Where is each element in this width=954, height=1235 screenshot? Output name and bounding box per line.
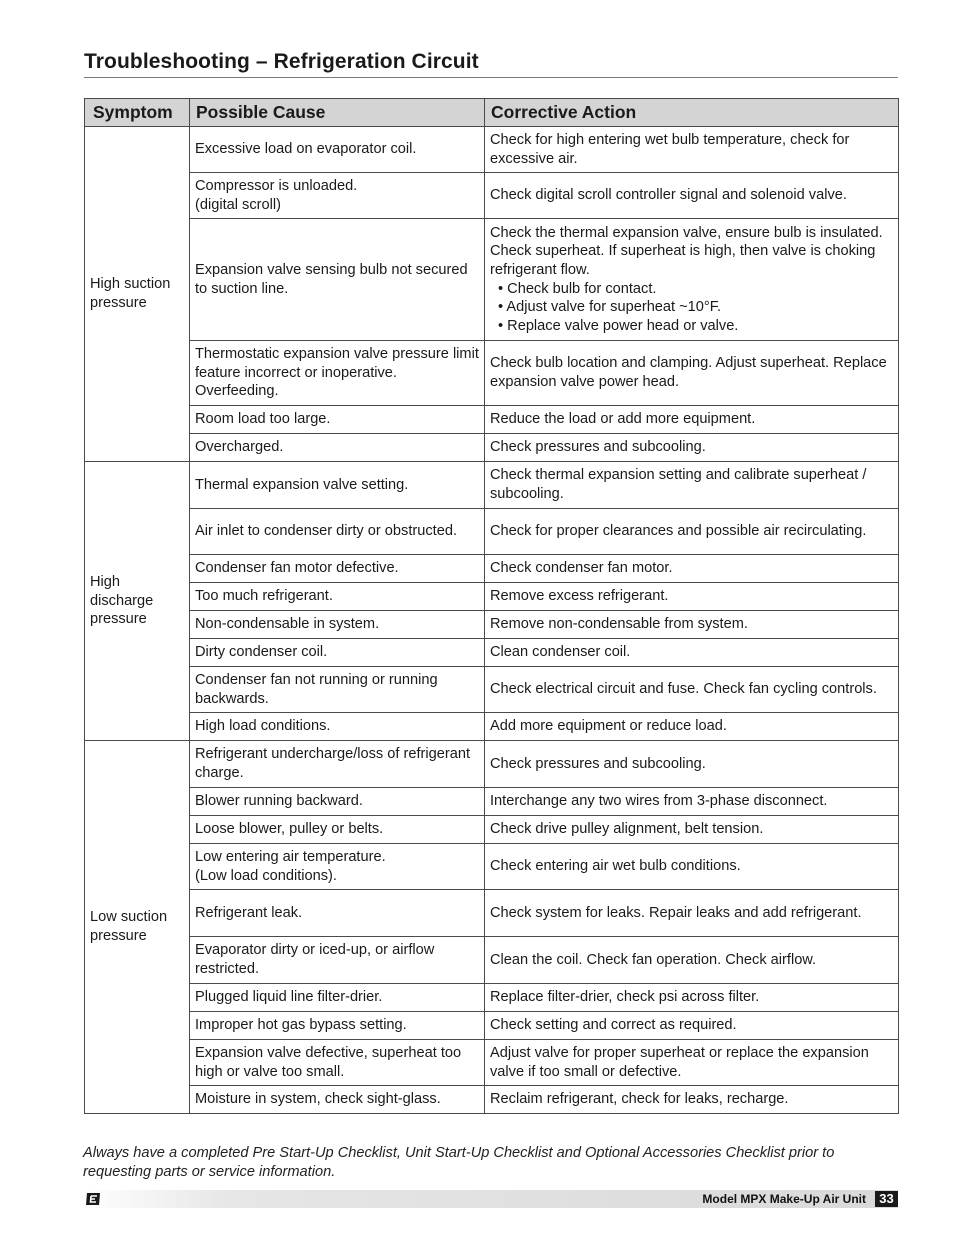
table-row xyxy=(85,406,899,434)
symptom-text: discharge xyxy=(90,592,154,609)
corrective-action-cell xyxy=(485,583,899,611)
possible-cause-cell xyxy=(190,173,485,219)
corrective-action-text: Remove excess refrigerant. xyxy=(490,588,669,605)
corrective-action-text: Check pressures and subcooling. xyxy=(490,439,706,456)
table-row xyxy=(85,611,899,639)
possible-cause-text: Condenser fan not running or running backwards. xyxy=(195,671,438,707)
possible-cause-cell xyxy=(190,1012,485,1040)
table-row xyxy=(85,639,899,667)
corrective-action-bullet: • Check bulb for contact. xyxy=(498,280,657,297)
corrective-action-cell xyxy=(485,1040,899,1086)
column-header-corrective-action: Corrective Action xyxy=(485,99,899,127)
symptom-cell xyxy=(85,462,190,741)
possible-cause-cell xyxy=(190,890,485,937)
possible-cause-text: Moisture in system, check sight-glass. xyxy=(195,1091,441,1108)
corrective-action-text: Check bulb location and clamping. Adjust superheat. Replace expansion valve power head. xyxy=(490,355,887,390)
greenheck-logo-icon xyxy=(85,1191,101,1207)
corrective-action-cell xyxy=(485,406,899,434)
possible-cause-text: High load conditions. xyxy=(195,718,331,735)
corrective-action-text: Interchange any two wires from 3-phase disconnect. xyxy=(490,793,828,810)
corrective-action-text: Reclaim refrigerant, check for leaks, recharge. xyxy=(490,1091,789,1108)
possible-cause-text: (digital scroll) xyxy=(195,196,281,213)
symptom-text: High suction xyxy=(90,276,171,293)
possible-cause-text: Evaporator dirty or iced-up, or airflow restricted. xyxy=(195,942,435,977)
possible-cause-text: Non-condensable in system. xyxy=(195,616,380,633)
corrective-action-cell xyxy=(485,462,899,509)
possible-cause-text: Excessive load on evaporator coil. xyxy=(195,141,417,158)
corrective-action-cell xyxy=(485,1086,899,1114)
troubleshooting-table xyxy=(84,98,899,1114)
table-row xyxy=(85,1086,899,1114)
corrective-action-text: Check system for leaks. Repair leaks and add refrigerant. xyxy=(490,904,862,921)
possible-cause-cell xyxy=(190,639,485,667)
corrective-action-text: Check for high entering wet bulb temperature, check for excessive air. xyxy=(490,131,850,167)
corrective-action-text: Check pressures and subcooling. xyxy=(490,755,706,772)
possible-cause-cell xyxy=(190,611,485,639)
corrective-action-text: Check the thermal expansion valve, ensure bulb is insulated. Check superheat. If superheat is high, then valve is choking refrigerant flow. xyxy=(490,224,883,278)
table-row xyxy=(85,667,899,713)
corrective-action-text: Remove non-condensable from system. xyxy=(490,616,748,633)
corrective-action-text: Check setting and correct as required. xyxy=(490,1017,737,1034)
possible-cause-text: Too much refrigerant. xyxy=(195,588,333,605)
possible-cause-cell xyxy=(190,741,485,788)
corrective-action-cell xyxy=(485,667,899,713)
possible-cause-text: Expansion valve defective, superheat too high or valve too small. xyxy=(195,1044,462,1080)
table-row xyxy=(85,788,899,816)
corrective-action-text: Check thermal expansion setting and calibrate superheat / subcooling. xyxy=(490,467,867,502)
symptom-text: Low suction xyxy=(90,909,168,926)
possible-cause-text: Dirty condenser coil. xyxy=(195,644,328,661)
possible-cause-cell xyxy=(190,219,485,341)
possible-cause-cell xyxy=(190,555,485,583)
possible-cause-text: Refrigerant undercharge/loss of refrigerant charge. xyxy=(195,746,470,781)
table-row xyxy=(85,1040,899,1086)
corrective-action-cell xyxy=(485,844,899,890)
symptom-text: High xyxy=(90,574,121,591)
corrective-action-cell xyxy=(485,741,899,788)
table-body xyxy=(85,127,899,1114)
possible-cause-cell xyxy=(190,788,485,816)
table-row xyxy=(85,984,899,1012)
possible-cause-cell xyxy=(190,844,485,890)
possible-cause-cell xyxy=(190,667,485,713)
corrective-action-cell xyxy=(485,639,899,667)
table-row xyxy=(85,844,899,890)
title-divider xyxy=(84,77,898,78)
column-header-possible-cause: Possible Cause xyxy=(190,99,485,127)
table-row xyxy=(85,127,899,173)
corrective-action-text: Clean the coil. Check fan operation. Check airflow. xyxy=(490,951,817,968)
corrective-action-cell xyxy=(485,219,899,341)
table-header-row xyxy=(85,99,899,127)
possible-cause-cell xyxy=(190,406,485,434)
corrective-action-text: Check electrical circuit and fuse. Check fan cycling controls. xyxy=(490,681,877,698)
corrective-action-text: Check entering air wet bulb conditions. xyxy=(490,858,741,875)
possible-cause-text: Thermostatic expansion valve pressure limit feature incorrect or inoperative. Overfeeding. xyxy=(195,346,479,400)
possible-cause-text: Thermal expansion valve setting. xyxy=(195,476,409,493)
corrective-action-text: Check condenser fan motor. xyxy=(490,560,673,577)
possible-cause-text: Condenser fan motor defective. xyxy=(195,560,399,577)
corrective-action-text: Check for proper clearances and possible air recirculating. xyxy=(490,523,867,540)
corrective-action-cell xyxy=(485,509,899,555)
corrective-action-cell xyxy=(485,890,899,937)
possible-cause-cell xyxy=(190,1040,485,1086)
table-row xyxy=(85,434,899,462)
corrective-action-cell xyxy=(485,173,899,219)
possible-cause-cell xyxy=(190,816,485,844)
corrective-action-cell xyxy=(485,713,899,741)
table-row xyxy=(85,555,899,583)
table-row xyxy=(85,219,899,341)
page-number: 33 xyxy=(875,1191,898,1207)
table-row xyxy=(85,1012,899,1040)
corrective-action-cell xyxy=(485,788,899,816)
corrective-action-text: Check digital scroll controller signal and solenoid valve. xyxy=(490,187,847,204)
possible-cause-cell xyxy=(190,713,485,741)
table-row xyxy=(85,890,899,937)
corrective-action-text: Check drive pulley alignment, belt tension. xyxy=(490,821,764,838)
page-title: Troubleshooting – Refrigeration Circuit xyxy=(84,50,479,73)
possible-cause-cell xyxy=(190,462,485,509)
column-header-symptom: Symptom xyxy=(85,99,190,127)
possible-cause-cell xyxy=(190,937,485,984)
possible-cause-text: Refrigerant leak. xyxy=(195,904,303,921)
corrective-action-cell xyxy=(485,984,899,1012)
table-row xyxy=(85,816,899,844)
possible-cause-cell xyxy=(190,341,485,406)
possible-cause-text: Expansion valve sensing bulb not secured to suction line. xyxy=(195,261,468,297)
possible-cause-cell xyxy=(190,1086,485,1114)
corrective-action-text: Clean condenser coil. xyxy=(490,644,631,661)
possible-cause-text: Compressor is unloaded. xyxy=(195,177,358,194)
corrective-action-text: Reduce the load or add more equipment. xyxy=(490,411,756,428)
possible-cause-text: Plugged liquid line filter-drier. xyxy=(195,989,383,1006)
table-row xyxy=(85,341,899,406)
possible-cause-cell xyxy=(190,127,485,173)
table-row xyxy=(85,583,899,611)
corrective-action-bullet: • Adjust valve for superheat ~10°F. xyxy=(498,299,722,316)
table-row xyxy=(85,741,899,788)
symptom-cell xyxy=(85,127,190,462)
corrective-action-cell xyxy=(485,127,899,173)
possible-cause-cell xyxy=(190,509,485,555)
corrective-action-cell xyxy=(485,611,899,639)
possible-cause-text: Loose blower, pulley or belts. xyxy=(195,821,384,838)
possible-cause-text: Room load too large. xyxy=(195,411,331,428)
possible-cause-text: Air inlet to condenser dirty or obstructed. xyxy=(195,523,458,540)
symptom-cell xyxy=(85,741,190,1114)
corrective-action-text: Replace filter-drier, check psi across filter. xyxy=(490,989,760,1006)
corrective-action-cell xyxy=(485,434,899,462)
corrective-action-cell xyxy=(485,555,899,583)
possible-cause-cell xyxy=(190,583,485,611)
footer-model-name: Model MPX Make-Up Air Unit xyxy=(702,1192,866,1206)
symptom-text: pressure xyxy=(90,928,147,944)
corrective-action-bullet: • Replace valve power head or valve. xyxy=(498,317,739,334)
corrective-action-text: Adjust valve for proper superheat or replace the expansion valve if too small or defective. xyxy=(490,1044,869,1080)
checklist-note: Always have a completed Pre Start-Up Checklist, Unit Start-Up Checklist and Optional Accessories Checklist prior to requesting parts or service information. xyxy=(83,1145,835,1180)
possible-cause-text: Improper hot gas bypass setting. xyxy=(195,1017,407,1034)
table-row xyxy=(85,713,899,741)
corrective-action-cell xyxy=(485,816,899,844)
possible-cause-text: Blower running backward. xyxy=(195,793,363,810)
possible-cause-text: Low entering air temperature. xyxy=(195,848,386,865)
possible-cause-text: (Low load conditions). xyxy=(195,867,337,884)
symptom-text: pressure xyxy=(90,295,147,311)
corrective-action-text: Add more equipment or reduce load. xyxy=(490,718,727,735)
corrective-action-cell xyxy=(485,1012,899,1040)
table-row xyxy=(85,462,899,509)
table-row xyxy=(85,937,899,984)
symptom-text: pressure xyxy=(90,611,147,628)
table-row xyxy=(85,173,899,219)
corrective-action-cell xyxy=(485,341,899,406)
corrective-action-cell xyxy=(485,937,899,984)
possible-cause-text: Overcharged. xyxy=(195,439,284,456)
table-row xyxy=(85,509,899,555)
possible-cause-cell xyxy=(190,434,485,462)
possible-cause-cell xyxy=(190,984,485,1012)
